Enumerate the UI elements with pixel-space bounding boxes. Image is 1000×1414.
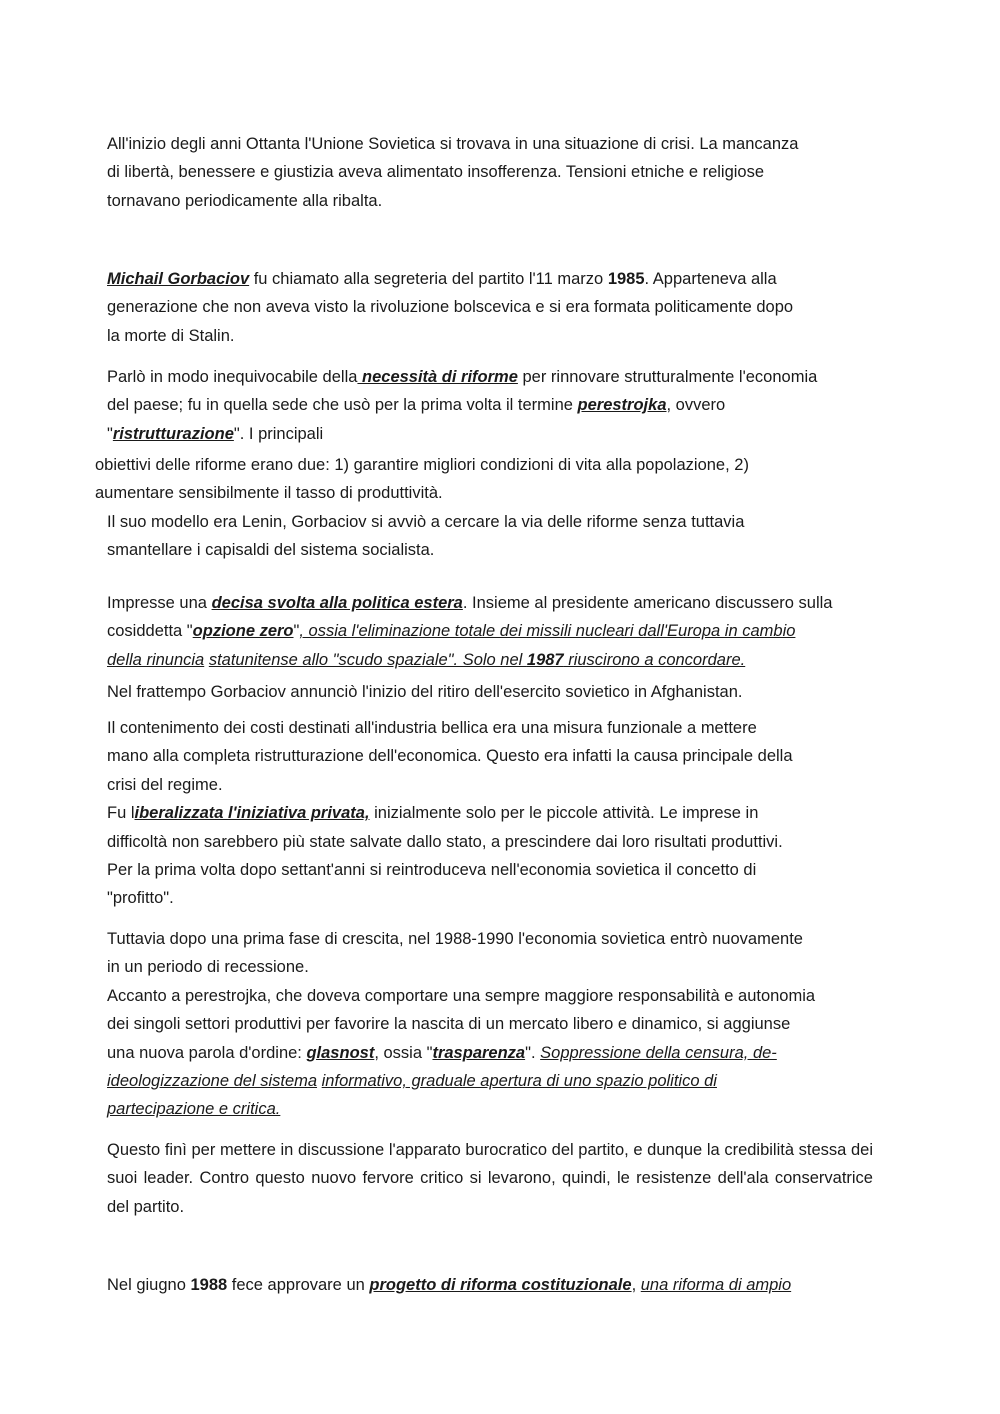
text-line: Tuttavia dopo una prima fase di crescita, nel 1988-1990 l'economia sovietica entrò nuovamente xyxy=(107,930,803,948)
text-line: Nel frattempo Gorbaciov annunciò l'inizio del ritiro dell'esercito sovietico in Afghanistan. xyxy=(107,683,743,701)
year-1988: 1988 xyxy=(190,1276,228,1294)
text-line xyxy=(107,391,907,419)
term-riforma-costituzionale: progetto di riforma costituzionale xyxy=(369,1276,632,1294)
text-line xyxy=(107,589,907,617)
text-line xyxy=(107,363,907,391)
text-line: "profitto". xyxy=(107,889,174,908)
text-line: difficoltà non sarebbero più state salvate dallo stato, a prescindere dai loro risultati produttivi. xyxy=(107,832,783,851)
text-fragment: , ossia " xyxy=(374,1043,433,1062)
text-fragment: per rinnovare strutturalmente l'economia xyxy=(517,368,818,386)
paragraph-crisis xyxy=(107,130,907,215)
gorbaciov-name: Michail Gorbaciov xyxy=(107,270,250,288)
term-trasparenza: trasparenza xyxy=(432,1043,526,1062)
text-fragment: del paese; fu in quella sede che usò per la prima volta il termine xyxy=(107,396,578,415)
text-fragment: ". xyxy=(525,1043,541,1062)
term-ristrutturazione: ristrutturazione xyxy=(112,424,234,443)
text-fragment: fu chiamato alla segreteria del partito l'11 marzo xyxy=(249,270,608,288)
text-fragment: , ovvero xyxy=(666,396,726,415)
text-line: Per la prima volta dopo settant'anni si reintroduceva nell'economia sovietica il concetto di xyxy=(107,861,757,880)
text-line: Il contenimento dei costi destinati all'industria bellica era una misura funzionale a mettere xyxy=(107,719,757,737)
text-fragment: , xyxy=(631,1276,641,1294)
paragraph-afghanistan xyxy=(107,678,907,706)
paragraph-gorbaciov xyxy=(107,265,907,350)
text-fragment: . Insieme al presidente americano discussero sulla xyxy=(462,594,833,612)
text-line: obiettivi delle riforme erano due: 1) garantire migliori condizioni di vita alla popolazione, 2) xyxy=(95,456,749,474)
text-fragment: inizialmente solo per le piccole attività. Le imprese in xyxy=(369,804,759,823)
text-fragment: Nel giugno xyxy=(107,1276,191,1294)
text-line: Accanto a perestrojka, che doveva comportare una sempre maggiore responsabilità e autonomia xyxy=(107,986,816,1005)
text-fragment: " xyxy=(293,622,300,641)
paragraph-obiettivi xyxy=(95,451,905,508)
text-line: Il suo modello era Lenin, Gorbaciov si avviò a cercare la via delle riforme senza tuttavia xyxy=(107,513,745,531)
italic-underlined-text: della rinuncia xyxy=(107,650,205,669)
italic-underlined-text: riuscirono a concordare. xyxy=(563,650,746,669)
paragraph-politica-estera xyxy=(107,589,907,674)
text-line xyxy=(107,799,907,827)
text-line: crisi del regime. xyxy=(107,775,223,794)
text-line: tornavano periodicamente alla ribalta. xyxy=(107,191,383,210)
text-fragment: " xyxy=(107,424,113,443)
text-line: la morte di Stalin. xyxy=(107,326,235,345)
text-line xyxy=(107,646,907,674)
term-iniziativa-privata: iberalizzata l'iniziativa privata, xyxy=(134,804,370,823)
year-1987: 1987 xyxy=(526,650,564,669)
text-line: aumentare sensibilmente il tasso di produttività. xyxy=(95,484,443,503)
paragraph-burocrazia: Questo finì per mettere in discussione l'apparato burocratico del partito, e dunque la credibilità stessa dei suoi leader. Contro questo nuovo fervore critico si levarono, quindi, le resistenze dell'ala conservatrice del partito. xyxy=(107,1141,873,1216)
italic-underlined-text: statunitense allo "scudo spaziale". Solo nel xyxy=(208,650,527,669)
text-line xyxy=(107,420,907,448)
text-line: partecipazione e critica. xyxy=(107,1100,281,1119)
text-line xyxy=(107,1271,907,1299)
text-fragment: fece approvare un xyxy=(227,1276,370,1294)
text-line xyxy=(107,1067,907,1095)
paragraph-glasnost xyxy=(107,925,907,1124)
text-line: generazione che non aveva visto la rivoluzione bolscevica e si era formata politicamente dopo xyxy=(107,298,794,317)
text-line xyxy=(107,617,907,645)
text-fragment: Impresse una xyxy=(107,594,212,612)
italic-underlined-text: ideologizzazione del sistema xyxy=(107,1072,318,1091)
text-line xyxy=(107,1039,907,1067)
text-fragment: Fu l xyxy=(107,804,135,823)
italic-underlined-text: Soppressione della censura, de- xyxy=(540,1043,777,1062)
text-line xyxy=(107,265,907,293)
paragraph-lenin xyxy=(107,508,907,565)
text-line: in un periodo di recessione. xyxy=(107,958,309,977)
text-line: dei singoli settori produttivi per favorire la nascita di un mercato libero e dinamico, si aggiunse xyxy=(107,1015,791,1034)
italic-underlined-text: informativo, graduale apertura di uno spazio politico di xyxy=(321,1072,717,1091)
term-necessita-riforme: necessità di riforme xyxy=(357,368,518,386)
italic-underlined-text: , ossia l'eliminazione totale dei missili nucleari dall'Europa in cambio xyxy=(299,622,796,641)
text-line: All'inizio degli anni Ottanta l'Unione Sovietica si trovava in una situazione di crisi. La mancanza xyxy=(107,135,799,153)
paragraph-economia xyxy=(107,714,907,913)
paragraph-riforme xyxy=(107,363,907,448)
term-svolta-politica-estera: decisa svolta alla politica estera xyxy=(211,594,463,612)
text-fragment: . Apparteneva alla xyxy=(644,270,777,288)
text-fragment: cosiddetta " xyxy=(107,622,193,641)
paragraph-riforma-costituzionale xyxy=(107,1271,907,1299)
term-opzione-zero: opzione zero xyxy=(192,622,294,641)
year-1985: 1985 xyxy=(607,270,645,288)
text-line: mano alla completa ristrutturazione dell'economica. Questo era infatti la causa principale della xyxy=(107,747,793,766)
italic-underlined-text: una riforma di ampio xyxy=(640,1276,792,1294)
text-fragment: ". I principali xyxy=(233,424,324,443)
term-perestrojka: perestrojka xyxy=(577,396,667,415)
text-fragment: Parlò in modo inequivocabile della xyxy=(107,368,358,386)
term-glasnost: glasnost xyxy=(306,1043,375,1062)
text-line: smantellare i capisaldi del sistema socialista. xyxy=(107,541,435,560)
text-fragment: una nuova parola d'ordine: xyxy=(107,1043,307,1062)
text-line: di libertà, benessere e giustizia aveva alimentato insofferenza. Tensioni etniche e religiose xyxy=(107,163,765,182)
